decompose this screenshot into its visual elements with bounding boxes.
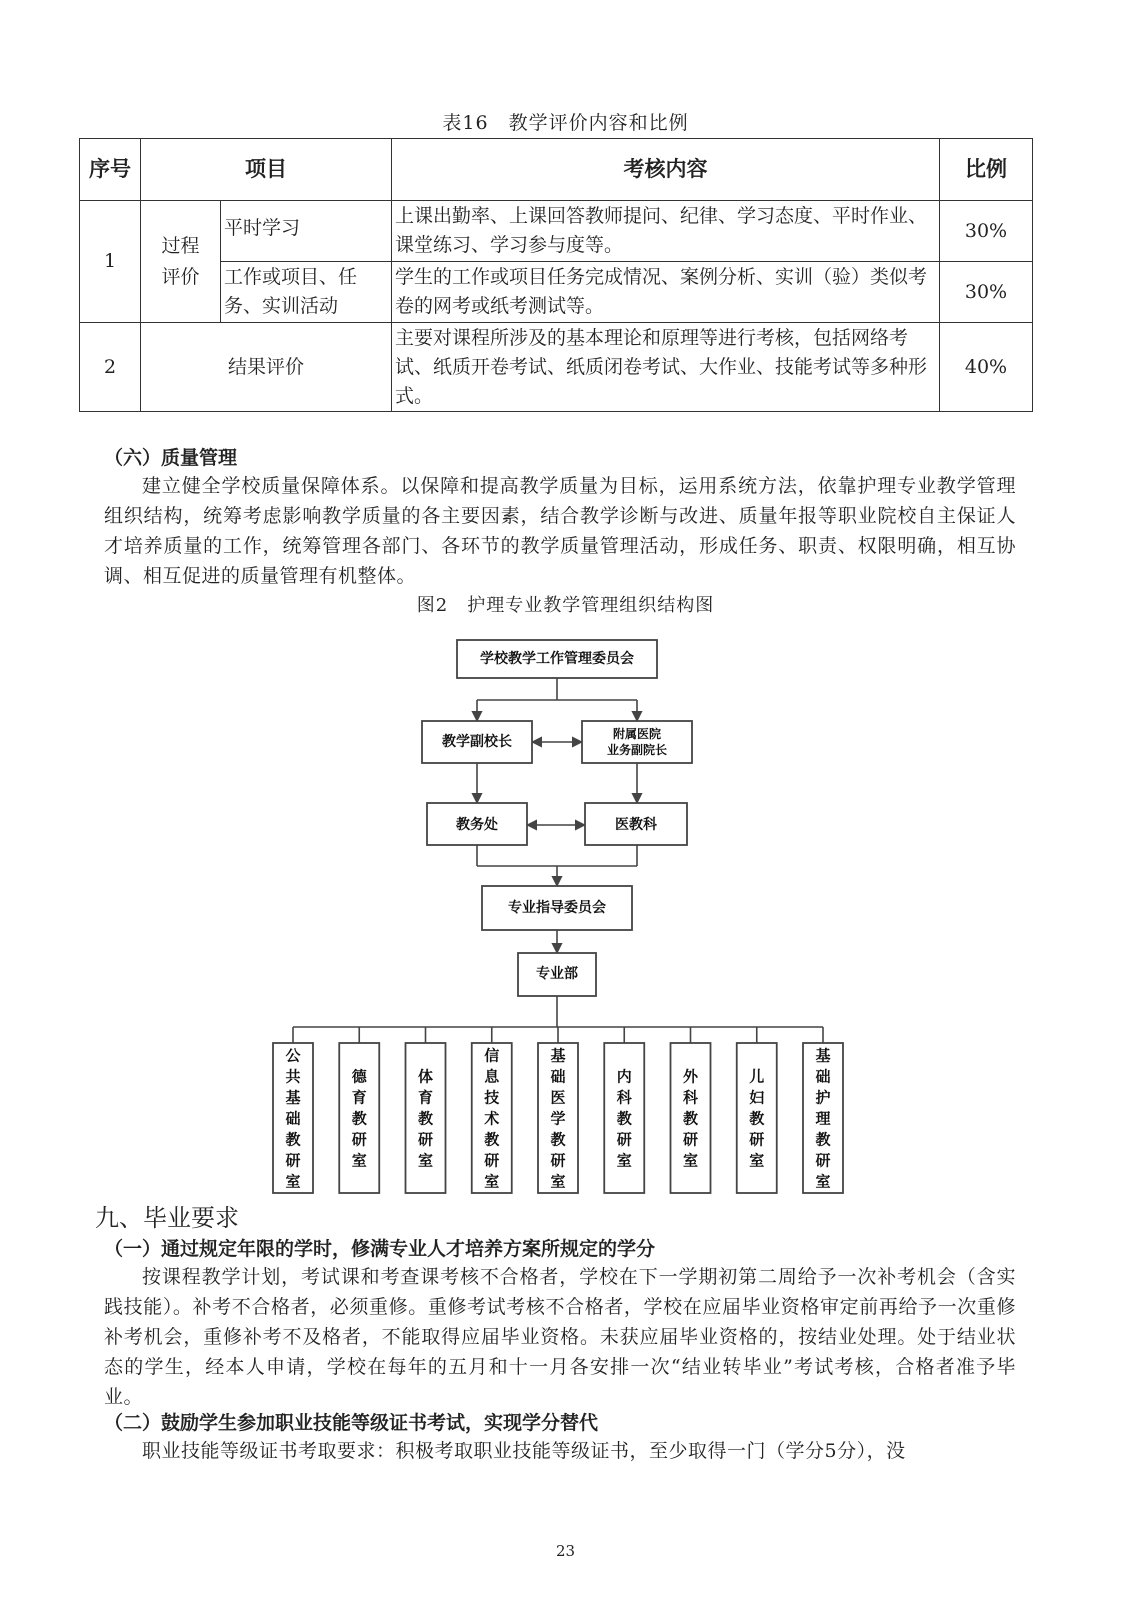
row-content: 上课出勤率、上课回答教师提问、纪律、学习态度、平时作业、课堂练习、学习参与度等。 [392,201,940,262]
leaf-node-label: 基础护理教研室 [815,1046,831,1191]
leaf-node-label: 德育教研室 [351,1067,367,1170]
leaf-node-label: 体育教研室 [417,1067,434,1170]
leaf-node-label: 公共基础教研室 [285,1046,301,1191]
figure-caption: 图2 护理专业教学管理组织结构图 [416,595,715,616]
node-department: 专业部 [536,966,578,982]
section-heading: （六）质量管理 [104,447,238,469]
section-heading: （一）通过规定年限的学时，修满专业人才培养方案所规定的学分 [104,1238,656,1260]
leaf-node-label: 儿妇教研室 [749,1067,765,1170]
section-heading: （二）鼓励学生参加职业技能等级证书考试，实现学分替代 [104,1412,599,1434]
page-number: 23 [555,1542,576,1560]
row-content: 主要对课程所涉及的基本理论和原理等进行考核，包括网络考试、纸质开卷考试、纸质闭卷考试、大作业、技能考试等多种形式。 [392,323,940,412]
chapter-heading: 九、毕业要求 [95,1204,239,1232]
node-school-committee: 学校教学工作管理委员会 [480,651,634,667]
row-content: 学生的工作或项目任务完成情况、案例分析、实训（验）类似考卷的网考或纸考测试等。 [392,262,940,323]
node-academic-affairs: 教务处 [456,817,498,833]
header-ratio: 比例 [940,139,1033,201]
leaf-node-label: 信息技术教研室 [484,1046,500,1191]
node-hospital-vp-line2: 业务副院长 [606,743,668,757]
row-no: 1 [80,201,141,323]
row-ratio: 30% [940,262,1033,323]
leaf-node-label: 基础医学教研室 [550,1046,566,1191]
row-no: 2 [80,323,141,412]
node-committee: 专业指导委员会 [508,900,606,916]
table-caption: 表16 教学评价内容和比例 [442,112,689,134]
row-ratio: 30% [940,201,1033,262]
header-no: 序号 [80,139,141,201]
node-medical-education: 医教科 [615,817,657,833]
leaf-node-label: 内科教研室 [616,1067,632,1170]
section-paragraph: 建立健全学校质量保障体系。以保障和提高教学质量为目标，运用系统方法，依靠护理专业教学管理组织结构，统筹考虑影响教学质量的各主要因素，结合教学诊断与改进、质量年报等职业院校自主保证人才培养质量的工作，统筹管理各部门、各环节的教学质量管理活动，形成任务、职责、权限明确，相互协调、相互促进的质量管理有机整体。 [104,475,1016,587]
leaf-node-label: 外科教研室 [682,1067,699,1170]
section-paragraph: 职业技能等级证书考取要求：积极考取职业技能等级证书，至少取得一门（学分5分），没 [142,1440,906,1462]
header-item: 项目 [141,139,392,201]
section-paragraph: 按课程教学计划，考试课和考查课考核不合格者，学校在下一学期初第二周给予一次补考机会（含实践技能）。补考不合格者，必须重修。重修考试考核不合格者，学校在应届毕业资格审定前再给予一次重修补考机会，重修补考不及格者，不能取得应届毕业资格。未获应届毕业资格的，按结业处理。处于结业状态的学生，经本人申请，学校在每年的五月和十一月各安排一次“结业转毕业”考试考核，合格者准予毕业。 [104,1266,1016,1408]
row-item: 结果评价 [141,323,392,412]
row-item: 工作或项目、任务、实训活动 [221,262,392,323]
row-group: 过程评价 [141,201,221,323]
node-hospital-vp-line1: 附属医院 [612,727,662,741]
node-vice-principal: 教学副校长 [442,734,512,750]
header-content: 考核内容 [392,139,940,201]
row-ratio: 40% [940,323,1033,412]
row-item: 平时学习 [221,201,392,262]
